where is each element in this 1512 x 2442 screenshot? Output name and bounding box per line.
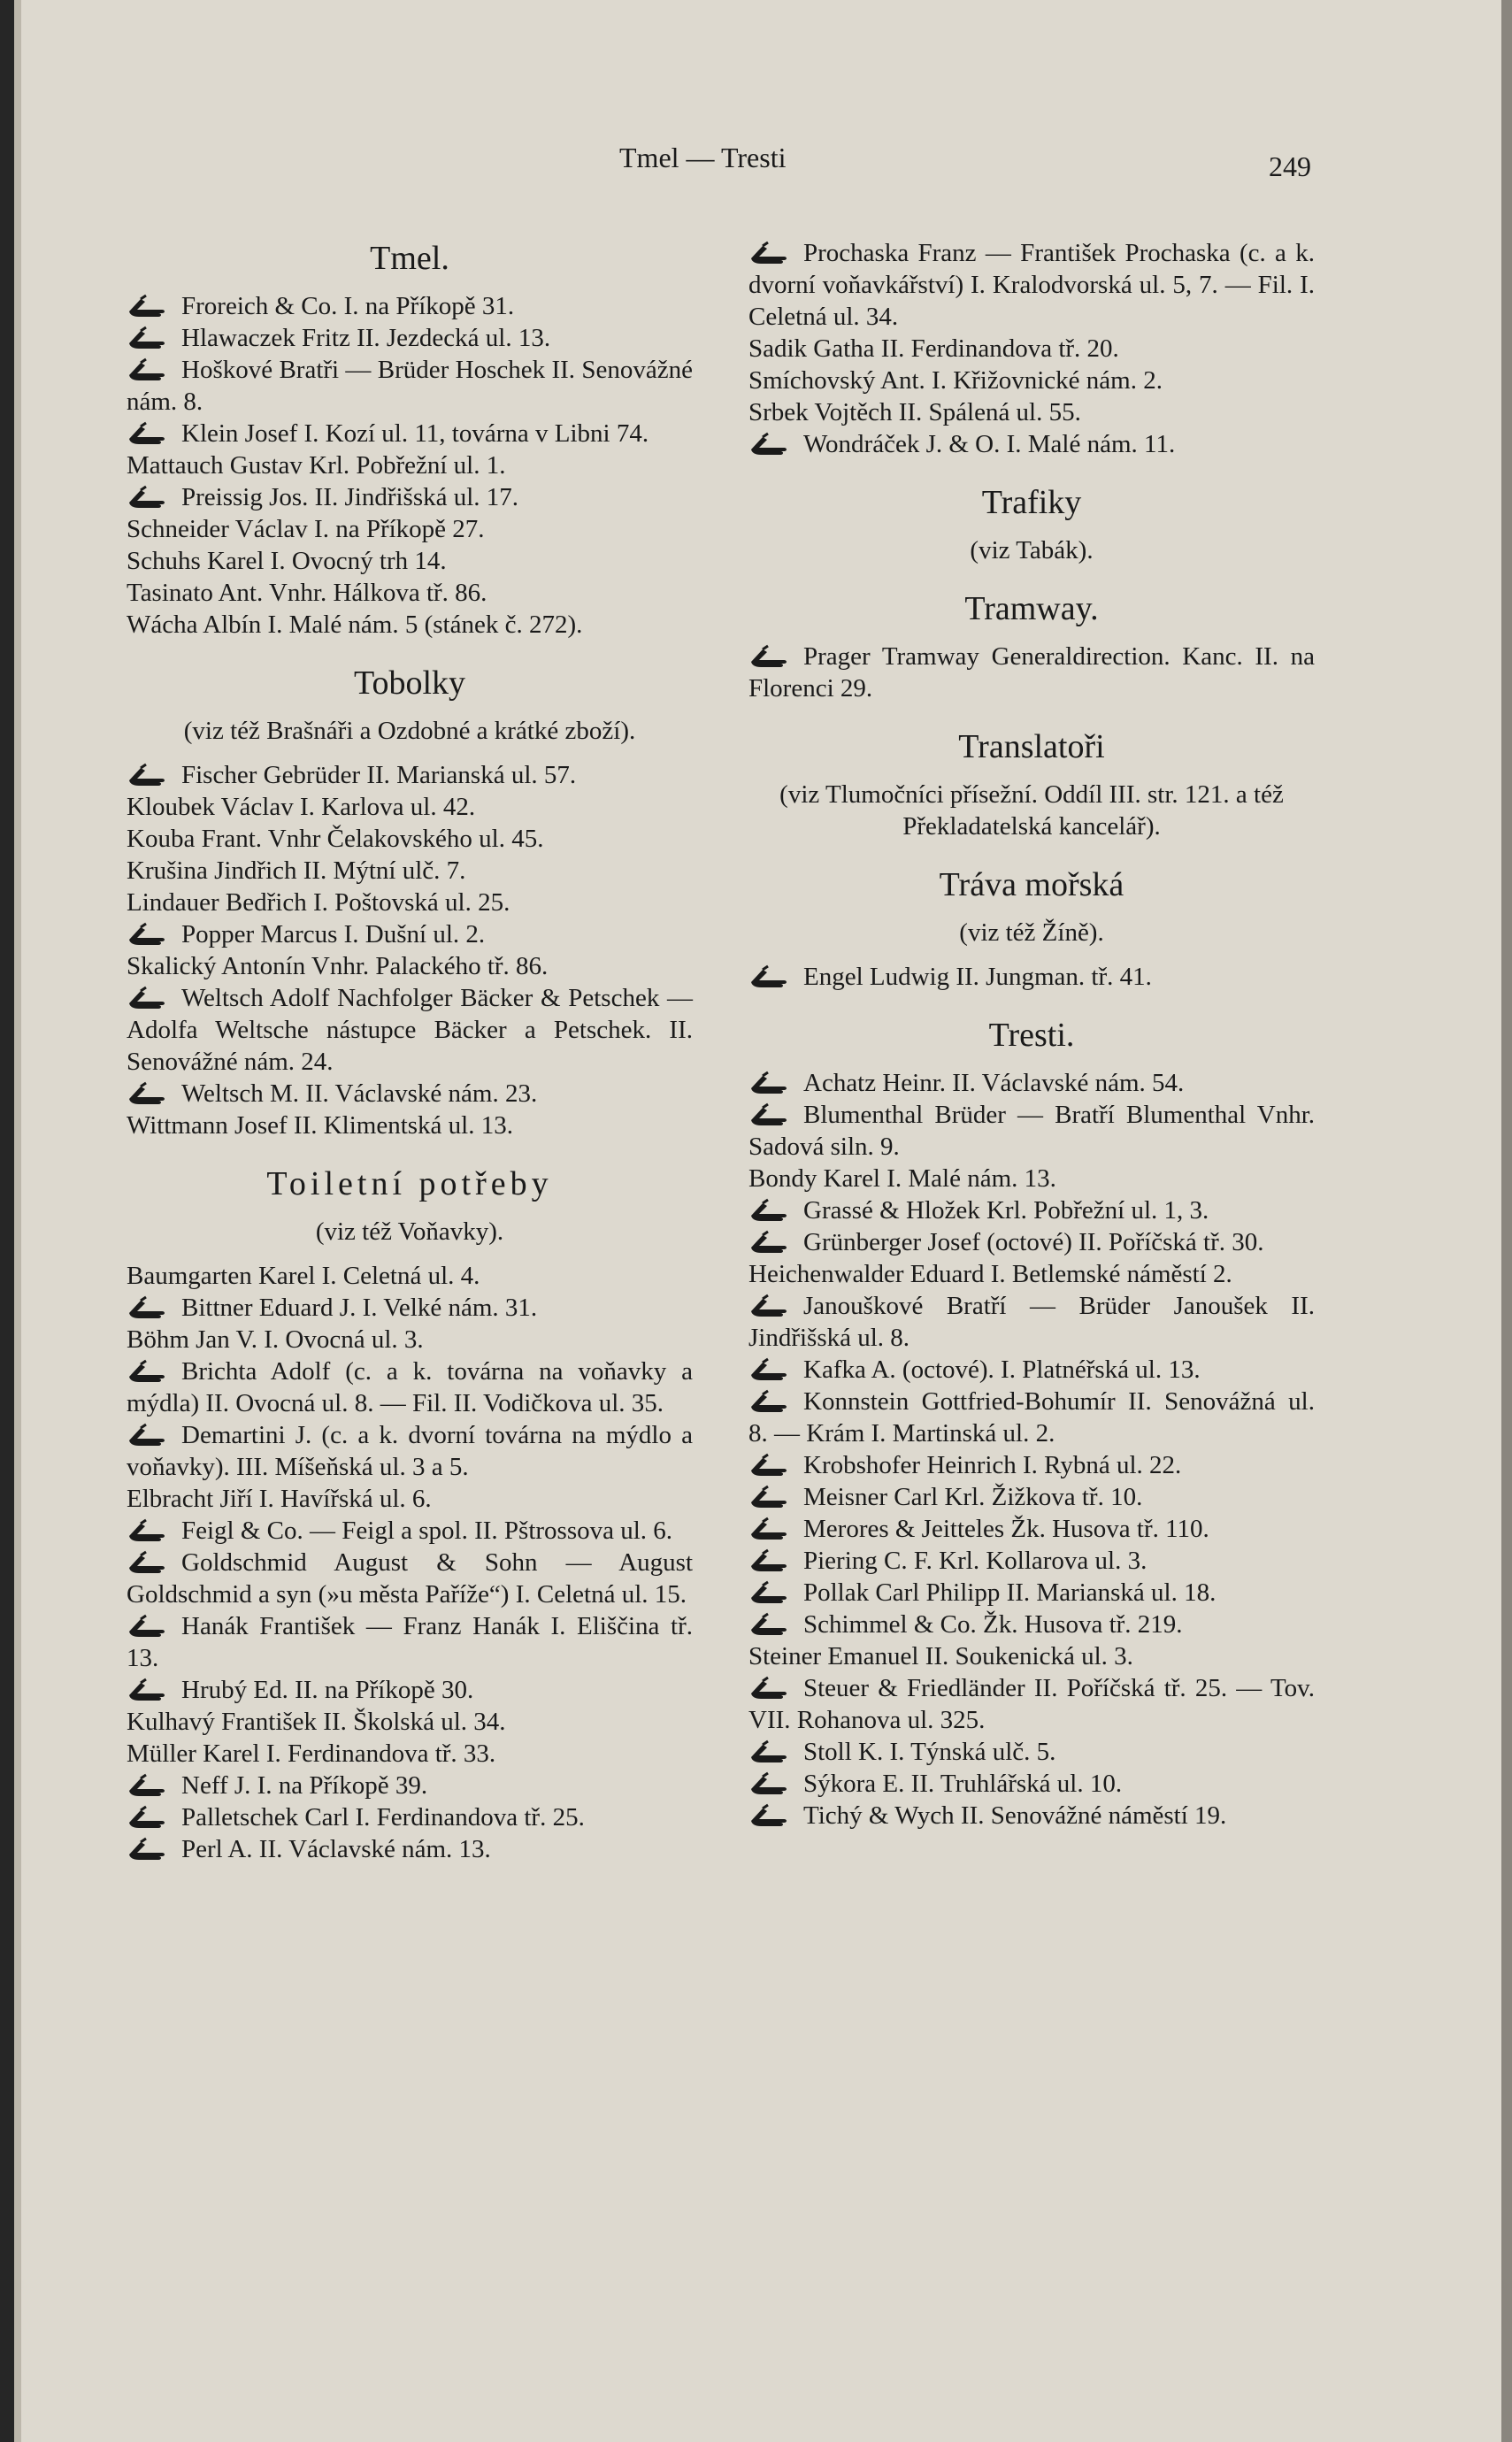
pointing-hand-icon: [127, 920, 176, 947]
directory-entry: [748, 365, 1315, 396]
page-number: 249: [1269, 150, 1311, 182]
scan-binding-shadow: [14, 0, 21, 2442]
entry-text: Bondy Karel I. Malé nám. 13.: [748, 1164, 1056, 1193]
directory-entry: [127, 1483, 693, 1515]
pointing-hand-icon: [127, 1548, 176, 1575]
directory-entry: [127, 918, 693, 950]
directory-entry: [127, 1260, 693, 1292]
directory-entry: [748, 961, 1315, 993]
directory-entry: [127, 982, 693, 1078]
directory-entry: [748, 1577, 1315, 1609]
entry-text: Kulhavý František II. Školská ul. 34.: [127, 1708, 506, 1736]
pointing-hand-icon: [748, 1196, 798, 1223]
entry-text: Pollak Carl Philipp II. Marianská ul. 18.: [803, 1578, 1217, 1607]
entry-text: Blumenthal Brüder — Bratří Blumenthal Vnhr. Sadová siln. 9.: [748, 1101, 1315, 1161]
entry-text: Bittner Eduard J. I. Velké nám. 31.: [181, 1294, 538, 1322]
directory-entry: [748, 1481, 1315, 1513]
pointing-hand-icon: [748, 1515, 798, 1541]
pointing-hand-icon: [748, 239, 798, 265]
entry-text: Böhm Jan V. I. Ovocná ul. 3.: [127, 1325, 424, 1354]
entry-text: Prager Tramway Generaldirection. Kanc. II. na Florenci 29.: [748, 642, 1315, 703]
pointing-hand-icon: [748, 1451, 798, 1478]
entry-text: Froreich & Co. I. na Příkopě 31.: [181, 292, 515, 320]
directory-entry: [127, 1324, 693, 1355]
pointing-hand-icon: [127, 1357, 176, 1384]
directory-entry: [748, 1354, 1315, 1386]
entry-text: Hlawaczek Fritz II. Jezdecká ul. 13.: [181, 324, 551, 352]
entry-text: Goldschmid August & Sohn — August Goldschmid a syn (»u města Paříže“) I. Celetná ul. 15.: [127, 1548, 693, 1609]
entry-text: Tichý & Wych II. Senovážné náměstí 19.: [803, 1801, 1227, 1830]
pointing-hand-icon: [748, 1610, 798, 1637]
entry-text: Skalický Antonín Vnhr. Palackého tř. 86.: [127, 952, 549, 980]
pointing-hand-icon: [748, 1292, 798, 1318]
entry-text: Weltsch M. II. Václavské nám. 23.: [181, 1079, 538, 1108]
directory-entry: [127, 290, 693, 322]
entry-text: Fischer Gebrüder II. Marianská ul. 57.: [181, 761, 577, 789]
pointing-hand-icon: [748, 1770, 798, 1796]
entry-text: Piering C. F. Krl. Kollarova ul. 3.: [803, 1547, 1147, 1575]
pointing-hand-icon: [127, 1079, 176, 1106]
directory-entry: [748, 237, 1315, 333]
directory-entry: [748, 1609, 1315, 1640]
entry-text: Steiner Emanuel II. Soukenická ul. 3.: [748, 1642, 1133, 1670]
entry-text: Schimmel & Co. Žk. Husova tř. 219.: [803, 1610, 1183, 1639]
pointing-hand-icon: [127, 292, 176, 319]
entry-text: Grassé & Hložek Krl. Pobřežní ul. 1, 3.: [803, 1196, 1209, 1225]
directory-entry: [127, 418, 693, 449]
directory-entry: [127, 791, 693, 823]
directory-entry: [748, 1226, 1315, 1258]
entry-text: Krušina Jindřich II. Mýtní ulč. 7.: [127, 856, 466, 885]
directory-entry: [748, 1449, 1315, 1481]
entry-text: Krobshofer Heinrich I. Rybná ul. 22.: [803, 1451, 1182, 1479]
scan-binding-edge: [0, 0, 14, 2442]
entry-text: Weltsch Adolf Nachfolger Bäcker & Petschek — Adolfa Weltsche nástupce Bäcker a Petschek. II. Senovážné nám. 24.: [127, 984, 693, 1076]
section-note: (viz též Voňavky).: [315, 1217, 504, 1246]
directory-entry: [127, 609, 693, 641]
pointing-hand-icon: [748, 1483, 798, 1509]
entry-text: Sýkora E. II. Truhlářská ul. 10.: [803, 1770, 1123, 1798]
section-title: Trafiky: [981, 484, 1082, 521]
pointing-hand-icon: [748, 963, 798, 989]
pointing-hand-icon: [127, 1771, 176, 1798]
section-title: Toiletní potřeby: [266, 1165, 553, 1202]
pointing-hand-icon: [127, 419, 176, 446]
directory-entry: [748, 1800, 1315, 1832]
entry-text: Wácha Albín I. Malé nám. 5 (stánek č. 272).: [127, 610, 583, 639]
section-title: Tramway.: [964, 590, 1099, 627]
entry-text: Klein Josef I. Kozí ul. 11, továrna v Libni 74.: [181, 419, 649, 448]
entry-text: Elbracht Jiří I. Havířská ul. 6.: [127, 1485, 432, 1513]
entry-text: Preissig Jos. II. Jindřišská ul. 17.: [181, 483, 519, 511]
directory-entry: [748, 1736, 1315, 1768]
entry-text: Stoll K. I. Týnská ulč. 5.: [803, 1738, 1056, 1766]
directory-entry: [127, 545, 693, 577]
entry-text: Tasinato Ant. Vnhr. Hálkova tř. 86.: [127, 579, 487, 607]
entry-text: Heichenwalder Eduard I. Betlemské náměstí 2.: [748, 1260, 1232, 1288]
directory-entry: [127, 1833, 693, 1865]
directory-entry: [748, 1163, 1315, 1194]
directory-entry: [127, 481, 693, 513]
directory-entry: [748, 1768, 1315, 1800]
directory-entry: [127, 354, 693, 418]
directory-entry: [127, 1515, 693, 1547]
entry-text: Sadik Gatha II. Ferdinandova tř. 20.: [748, 334, 1119, 363]
entry-text: Achatz Heinr. II. Václavské nám. 54.: [803, 1069, 1185, 1097]
directory-entry: [127, 1355, 693, 1419]
section-title: Tmel.: [370, 240, 449, 277]
pointing-hand-icon: [748, 1578, 798, 1605]
pointing-hand-icon: [127, 1421, 176, 1448]
entry-text: Baumgarten Karel I. Celetná ul. 4.: [127, 1262, 480, 1290]
entry-text: Neff J. I. na Příkopě 39.: [181, 1771, 428, 1800]
pointing-hand-icon: [748, 1228, 798, 1255]
pointing-hand-icon: [748, 430, 798, 457]
directory-entry: [127, 1770, 693, 1801]
pointing-hand-icon: [127, 324, 176, 350]
pointing-hand-icon: [127, 1517, 176, 1543]
entry-text: Feigl & Co. — Feigl a spol. II. Pštrossova ul. 6.: [181, 1517, 673, 1545]
section-title: Tobolky: [353, 664, 466, 702]
section-note: (viz též Žíně).: [959, 918, 1104, 947]
pointing-hand-icon: [748, 642, 798, 669]
entry-text: Srbek Vojtěch II. Spálená ul. 55.: [748, 398, 1081, 426]
directory-entry: [748, 333, 1315, 365]
left-column: [127, 237, 693, 1865]
directory-entry: [127, 759, 693, 791]
entry-text: Kafka A. (octové). I. Platnéřská ul. 13.: [803, 1355, 1201, 1384]
entry-text: Konnstein Gottfried-Bohumír II. Senovážná ul. 8. — Krám I. Martinská ul. 2.: [748, 1387, 1315, 1448]
entry-text: Janouškové Bratří — Brüder Janoušek II. Jindřišská ul. 8.: [748, 1292, 1315, 1352]
directory-entry: [748, 641, 1315, 704]
entry-text: Schuhs Karel I. Ovocný trh 14.: [127, 547, 447, 575]
directory-entry: [127, 1292, 693, 1324]
directory-entry: [748, 1290, 1315, 1354]
entry-text: Demartini J. (c. a k. dvorní továrna na mýdlo a voňavky). III. Míšeňská ul. 3 a 5.: [127, 1421, 693, 1481]
entry-text: Merores & Jeitteles Žk. Husova tř. 110.: [803, 1515, 1209, 1543]
entry-text: Brichta Adolf (c. a k. továrna na voňavky a mýdla) II. Ovocná ul. 8. — Fil. II. Vodičkova ul. 35.: [127, 1357, 693, 1417]
directory-entry: [748, 428, 1315, 460]
entry-text: Meisner Carl Krl. Žižkova tř. 10.: [803, 1483, 1143, 1511]
directory-entry: [748, 1194, 1315, 1226]
directory-entry: [748, 1513, 1315, 1545]
entry-text: Smíchovský Ant. I. Křižovnické nám. 2.: [748, 366, 1163, 395]
directory-entry: [748, 396, 1315, 428]
section-title: Tráva mořská: [939, 866, 1124, 903]
section-note: (viz též Brašnáři a Ozdobné a krátké zboží).: [183, 717, 636, 745]
pointing-hand-icon: [127, 761, 176, 787]
pointing-hand-icon: [748, 1387, 798, 1414]
directory-entry: [748, 1386, 1315, 1449]
directory-entry: [748, 1099, 1315, 1163]
entry-text: Grünberger Josef (octové) II. Poříčská tř. 30.: [803, 1228, 1264, 1256]
directory-entry: [127, 1674, 693, 1706]
entry-text: Engel Ludwig II. Jungman. tř. 41.: [803, 963, 1152, 991]
directory-entry: [127, 1610, 693, 1674]
entry-text: Kloubek Václav I. Karlova ul. 42.: [127, 793, 476, 821]
entry-text: Prochaska Franz — František Prochaska (c. a k. dvorní voňavkářství) I. Kralodvorská ul. 5, 7. — Fil. I. Celetná ul. 34.: [748, 239, 1315, 331]
directory-entry: [127, 855, 693, 887]
directory-entry: [127, 577, 693, 609]
directory-entry: [127, 1738, 693, 1770]
directory-entry: [127, 1078, 693, 1110]
entry-text: Perl A. II. Václavské nám. 13.: [181, 1835, 491, 1863]
directory-entry: [748, 1672, 1315, 1736]
pointing-hand-icon: [127, 483, 176, 510]
entry-text: Hanák František — Franz Hanák I. Eliščina tř. 13.: [127, 1612, 693, 1672]
directory-entry: [127, 1547, 693, 1610]
pointing-hand-icon: [127, 1612, 176, 1639]
directory-entry: [748, 1545, 1315, 1577]
directory-entry: [127, 513, 693, 545]
entry-text: Mattauch Gustav Krl. Pobřežní ul. 1.: [127, 451, 506, 480]
directory-entry: [127, 449, 693, 481]
entry-text: Popper Marcus I. Dušní ul. 2.: [181, 920, 486, 948]
directory-entry: [127, 887, 693, 918]
entry-text: Wittmann Josef II. Klimentská ul. 13.: [127, 1111, 513, 1140]
pointing-hand-icon: [748, 1738, 798, 1764]
entry-text: Wondráček J. & O. I. Malé nám. 11.: [803, 430, 1176, 458]
pointing-hand-icon: [748, 1801, 798, 1828]
pointing-hand-icon: [748, 1355, 798, 1382]
scan-right-edge: [1501, 0, 1512, 2442]
directory-entry: [127, 1419, 693, 1483]
entry-text: Hoškové Bratři — Brüder Hoschek II. Senovážné nám. 8.: [127, 356, 693, 416]
pointing-hand-icon: [127, 984, 176, 1010]
directory-entry: [127, 1801, 693, 1833]
entry-text: Müller Karel I. Ferdinandova tř. 33.: [127, 1739, 496, 1768]
pointing-hand-icon: [748, 1101, 798, 1127]
directory-entry: [127, 823, 693, 855]
entry-text: Palletschek Carl I. Ferdinandova tř. 25.: [181, 1803, 585, 1832]
pointing-hand-icon: [748, 1069, 798, 1095]
section-note: (viz Tabák).: [970, 536, 1094, 564]
entry-text: Schneider Václav I. na Příkopě 27.: [127, 515, 485, 543]
pointing-hand-icon: [127, 1294, 176, 1320]
directory-entry: [127, 950, 693, 982]
entry-text: Hrubý Ed. II. na Příkopě 30.: [181, 1676, 474, 1704]
pointing-hand-icon: [127, 356, 176, 382]
running-header: Tmel — Tresti: [619, 142, 787, 173]
directory-entry: [748, 1067, 1315, 1099]
pointing-hand-icon: [127, 1835, 176, 1862]
directory-entry: [127, 322, 693, 354]
directory-entry: [127, 1706, 693, 1738]
entry-text: Kouba Frant. Vnhr Čelakovského ul. 45.: [127, 825, 544, 853]
section-title: Tresti.: [988, 1017, 1075, 1054]
directory-entry: [748, 1258, 1315, 1290]
entry-text: Lindauer Bedřich I. Poštovská ul. 25.: [127, 888, 510, 917]
directory-entry: [127, 1110, 693, 1141]
pointing-hand-icon: [127, 1803, 176, 1830]
pointing-hand-icon: [748, 1547, 798, 1573]
right-column: [748, 237, 1315, 1832]
pointing-hand-icon: [127, 1676, 176, 1702]
directory-entry: [748, 1640, 1315, 1672]
section-title: Translatoři: [958, 728, 1105, 765]
pointing-hand-icon: [748, 1674, 798, 1701]
entry-text: Steuer & Friedländer II. Poříčská tř. 25. — Tov. VII. Rohanova ul. 325.: [748, 1674, 1315, 1734]
section-note: (viz Tlumočníci přísežní. Oddíl III. str. 121. a též Překladatelská kancelář).: [779, 780, 1284, 841]
